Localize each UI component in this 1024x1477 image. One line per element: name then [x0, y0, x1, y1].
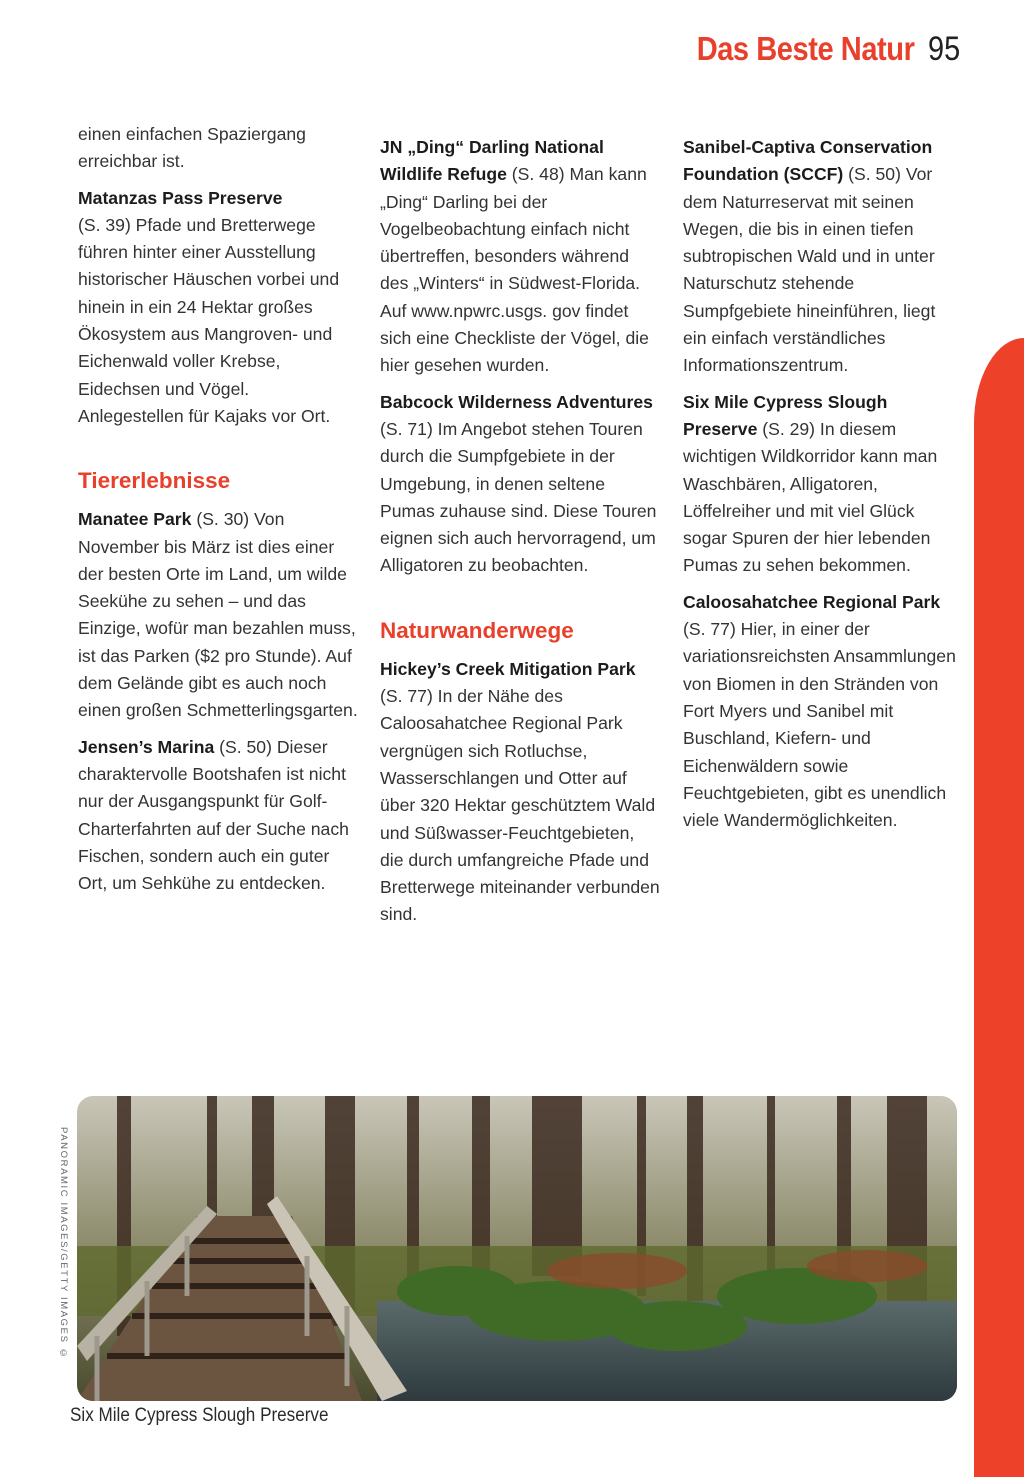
heading-naturwanderwege: Naturwanderwege	[380, 617, 574, 643]
boardwalk-photo	[77, 1096, 957, 1401]
text-column-3	[683, 134, 963, 843]
entry-name: Hickey’s Creek Mitigation Park	[380, 658, 636, 679]
photo-credit: PANORAMIC IMAGES/GETTY IMAGES ©	[58, 1127, 69, 1361]
entry-sccf: Sanibel-Captiva Conservation Foundation (SCCF) (S. 50) Vor dem Naturreservat mit seinen Wegen, die bis in einen tiefen subtropischen Wald und in unter Naturschutz stehende Sumpfgebiete hineinführen, liegt ein einfach verständliches Informationszentrum.	[683, 137, 936, 376]
entry-name: Sanibel-Captiva Conservation Foundation (SCCF)	[683, 137, 933, 185]
entry-name: Matanzas Pass Preserve	[78, 187, 283, 208]
entry-caloosahatchee: Caloosahatchee Regional Park (S. 77) Hier, in einer der variationsreichsten Ansammlungen von Biomen in den Stränden von Fort Myers und Sanibel mit Buschland, Kiefern- und Eichenwäldern sowie Feuchtgebieten, gibt es unendlich viele Wandermöglichkeiten.	[683, 591, 956, 831]
entry-name: Caloosahatchee Regional Park	[683, 591, 941, 612]
photo-caption: Six Mile Cypress Slough Preserve	[70, 1405, 329, 1426]
paragraph: einen einfachen Spaziergang erreichbar ist.	[78, 124, 306, 172]
entry-six-mile: Six Mile Cypress Slough Preserve (S. 29) In diesem wichtigen Wildkorridor kann man Waschbären, Alligatoren, Löffelreiher und mit viel Glück sogar Spuren der hier lebenden Pumas zu sehen bekommen.	[683, 391, 938, 576]
entry-name: JN „Ding“ Darling National Wildlife Refuge	[380, 137, 604, 185]
entry-name: Babcock Wilderness Adventures	[380, 391, 653, 412]
heading-tiererlebnisse: Tiererlebnisse	[78, 468, 231, 494]
entry-matanzas: Matanzas Pass Preserve (S. 39) Pfade und Bretterwege führen hinter einer Ausstellung historischer Häuschen vorbei und hinein in ein 24 Hektar großes Ökosystem aus Mangroven- und Eichenwald voller Krebse, Eidechsen und Vögel. Anlegestellen für Kajaks vor Ort.	[78, 187, 340, 426]
entry-hickeys: Hickey’s Creek Mitigation Park (S. 77) In der Nähe des Caloosahatchee Regional Park vergnügen sich Rotluchse, Wasserschlangen und Otter auf über 320 Hektar geschütztem Wald und Süßwasser-Feuchtgebieten, die durch umfangreiche Pfade und Bretterwege miteinander verbunden sind.	[380, 658, 660, 925]
entry-name: Jensen’s Marina	[78, 736, 215, 757]
entry-jensens: Jensen’s Marina (S. 50) Dieser charaktervolle Bootshafen ist nicht nur der Ausgangspunkt für Golf-Charterfahrten auf der Suche nach Fischen, sondern auch ein guter Ort, um Sehkühe zu entdecken.	[78, 736, 349, 894]
page-header	[667, 30, 966, 69]
entry-name: Six Mile Cypress Slough Preserve	[683, 391, 888, 439]
entry-manatee: Manatee Park (S. 30) Von November bis März ist dies einer der besten Orte im Land, um wilde Seekühe zu sehen – und das Einzige, wofür man bezahlen muss, ist das Parken ($2 pro Stunde). Auf dem Gelände gibt es auch noch einen großen Schmetterlingsgarten.	[78, 509, 358, 721]
entry-babcock: Babcock Wilderness Adventures (S. 71) Im Angebot stehen Touren durch die Sumpfgebiete in der Umgebung, in denen seltene Pumas zuhause sind. Diese Touren eignen sich auch hervorragend, um Alligatoren zu beobachten.	[380, 391, 657, 576]
entry-name: Manatee Park	[78, 509, 192, 530]
page-number: 95	[928, 30, 961, 68]
text-column-2	[380, 134, 660, 938]
section-title: Das Beste Natur	[696, 30, 915, 67]
chapter-side-tab	[974, 338, 1024, 1477]
entry-ding-darling: JN „Ding“ Darling National Wildlife Refuge (S. 48) Man kann „Ding“ Darling bei der Vogelbeobachtung einfach nicht übertreffen, besonders während des „Winters“ in Südwest-Florida. Auf www.npwrc.usgs. gov findet sich eine Checkliste der Vögel, die hier gesehen wurden.	[380, 137, 649, 376]
text-column-1	[78, 121, 358, 906]
